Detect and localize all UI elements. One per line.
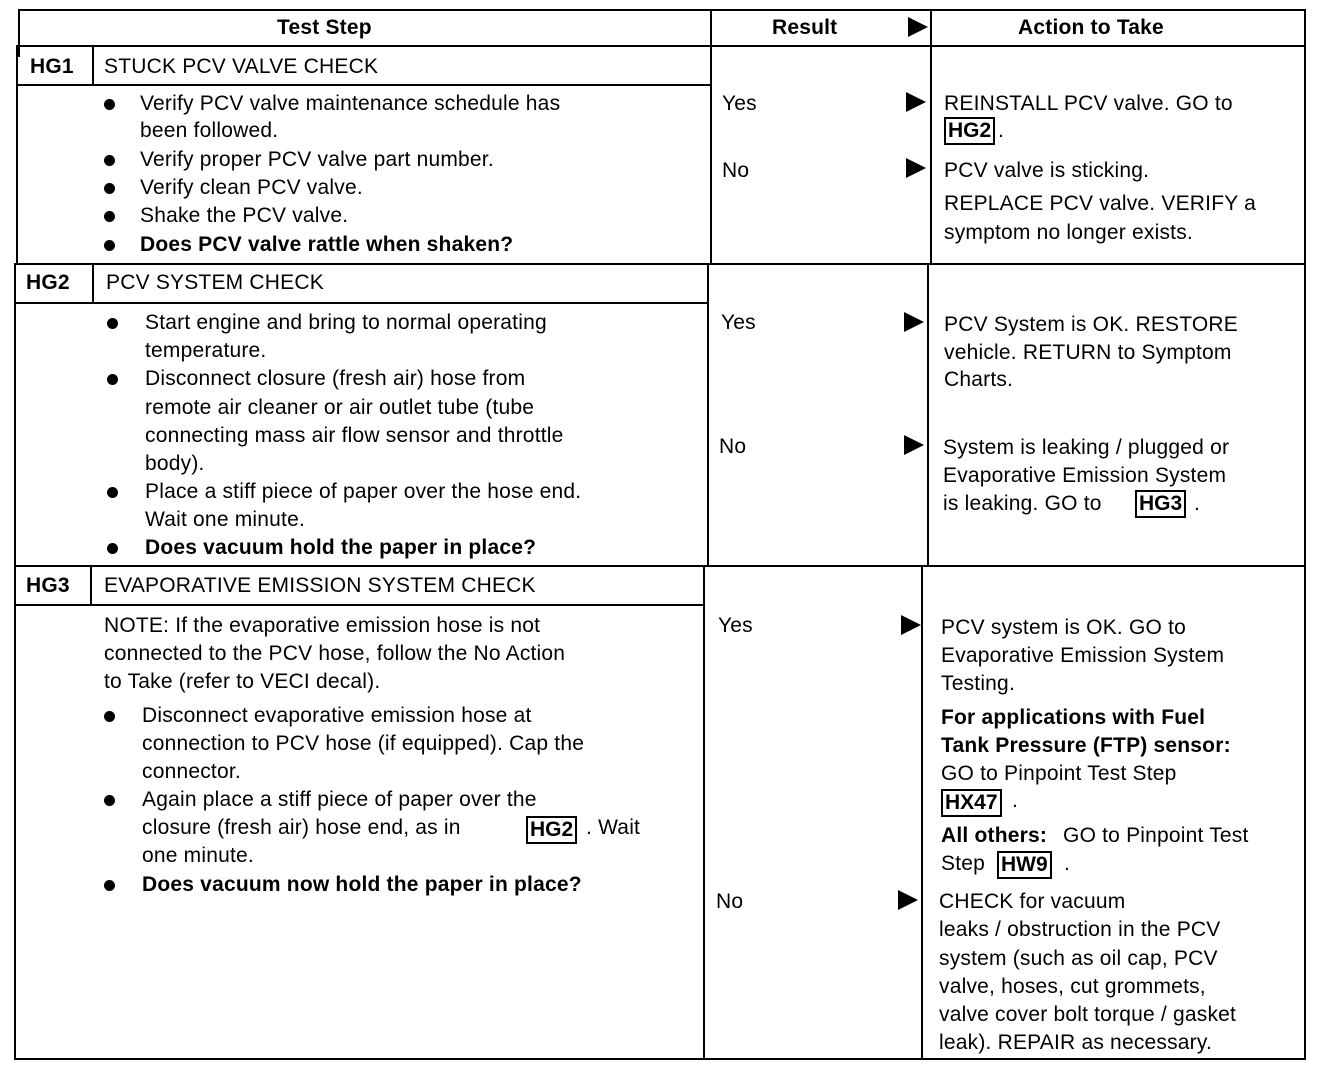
rule [16, 84, 710, 86]
step-line: Verify PCV valve maintenance schedule has [140, 92, 561, 115]
arrow-icon [908, 17, 928, 37]
rule [92, 265, 94, 304]
action-line: PCV valve is sticking. [944, 159, 1150, 182]
rule [707, 265, 709, 567]
action-line: leaks / obstruction in the PCV [939, 918, 1221, 941]
action-line: valve cover bolt torque / gasket [939, 1003, 1237, 1026]
action-line-bold: For applications with Fuel [941, 706, 1206, 729]
rule [14, 1058, 1306, 1060]
rule [92, 47, 94, 86]
action-line: Evaporative Emission System [941, 644, 1225, 667]
step-line: Disconnect evaporative emission hose at [142, 704, 532, 727]
action-line: CHECK for vacuum [939, 890, 1126, 913]
bullet-icon [107, 487, 118, 498]
period-text: . [1012, 789, 1019, 812]
step-question: Does vacuum now hold the paper in place? [142, 873, 582, 896]
note-line: NOTE: If the evaporative emission hose is not [104, 614, 541, 637]
step-ref-box[interactable]: HX47 [941, 789, 1002, 817]
result-no: No [716, 890, 744, 913]
step-line: Shake the PCV valve. [140, 204, 349, 227]
action-line: vehicle. RETURN to Symptom [944, 341, 1232, 364]
step-question: Does PCV valve rattle when shaken? [140, 233, 514, 256]
rule [92, 302, 707, 304]
step-code: HG3 [26, 574, 70, 597]
bullet-icon [104, 211, 115, 222]
header-test-step: Test Step [277, 16, 372, 39]
rule [927, 265, 929, 567]
bullet-icon [107, 374, 118, 385]
action-line: PCV System is OK. RESTORE [944, 313, 1239, 336]
header-result: Result [772, 16, 838, 39]
action-line: System is leaking / plugged or [943, 436, 1230, 459]
action-line: valve, hoses, cut grommets, [939, 975, 1206, 998]
step-line: been followed. [140, 119, 279, 142]
step-line: one minute. [142, 844, 254, 867]
step-ref-box[interactable]: HG2 [944, 117, 995, 145]
rule [14, 302, 92, 304]
action-line: is leaking. GO to [943, 492, 1102, 515]
note-line: connected to the PCV hose, follow the No Action [104, 642, 566, 665]
step-line: Place a stiff piece of paper over the hose end. [145, 480, 582, 503]
arrow-icon [904, 312, 924, 332]
step-line: Verify proper PCV valve part number. [140, 148, 494, 171]
step-ref-box[interactable]: HG2 [526, 816, 577, 844]
arrow-icon [906, 92, 926, 112]
arrow-icon [898, 890, 918, 910]
action-line: PCV system is OK. GO to [941, 616, 1186, 639]
result-no: No [719, 435, 747, 458]
rule [18, 45, 1306, 47]
rule [14, 265, 16, 1060]
action-line: Evaporative Emission System [943, 464, 1227, 487]
rule [90, 567, 92, 606]
step-line: remote air cleaner or air outlet tube (tube [145, 396, 535, 419]
step-line: temperature. [145, 339, 267, 362]
arrow-icon [904, 435, 924, 455]
rule [16, 45, 18, 265]
step-line: Again place a stiff piece of paper over the [142, 788, 537, 811]
step-line: . Wait [586, 816, 641, 839]
action-line: leak). REPAIR as necessary. [939, 1031, 1213, 1054]
rule [710, 9, 712, 265]
note-line: to Take (refer to VECI decal). [104, 670, 381, 693]
rule [930, 9, 932, 265]
step-ref-box[interactable]: HG3 [1135, 490, 1186, 518]
rule [1304, 9, 1306, 1060]
action-line: Step [941, 852, 985, 875]
step-line: connection to PCV hose (if equipped). Cap the [142, 732, 585, 755]
result-yes: Yes [722, 92, 757, 115]
step-title: STUCK PCV VALVE CHECK [104, 55, 379, 78]
step-code: HG1 [30, 55, 74, 78]
bullet-icon [104, 795, 115, 806]
action-line: REINSTALL PCV valve. GO to [944, 92, 1233, 115]
step-ref-box[interactable]: HW9 [997, 851, 1052, 879]
action-line: symptom no longer exists. [944, 221, 1193, 244]
bullet-icon [104, 880, 115, 891]
bullet-icon [104, 240, 115, 251]
header-action: Action to Take [1018, 16, 1164, 39]
result-yes: Yes [718, 614, 753, 637]
period-text: . [998, 119, 1005, 142]
period-text: . [1064, 852, 1071, 875]
step-question: Does vacuum hold the paper in place? [145, 536, 537, 559]
bullet-icon [107, 543, 118, 554]
bullet-icon [104, 183, 115, 194]
action-line: Testing. [941, 672, 1015, 695]
action-line-bold: Tank Pressure (FTP) sensor: [941, 734, 1231, 757]
rule [18, 9, 1306, 11]
action-line: system (such as oil cap, PCV [939, 947, 1218, 970]
action-line-bold: All others: [941, 824, 1048, 847]
rule [18, 9, 20, 57]
bullet-icon [107, 318, 118, 329]
rule [703, 567, 705, 1060]
rule [14, 604, 90, 606]
step-line: Disconnect closure (fresh air) hose from [145, 367, 526, 390]
step-line: connector. [142, 760, 241, 783]
rule [14, 565, 1306, 567]
result-yes: Yes [721, 311, 756, 334]
bullet-icon [104, 711, 115, 722]
step-title: EVAPORATIVE EMISSION SYSTEM CHECK [104, 574, 536, 597]
step-line: closure (fresh air) hose end, as in [142, 816, 461, 839]
action-line: Charts. [944, 368, 1014, 391]
arrow-icon [901, 615, 921, 635]
period-text: . [1194, 492, 1201, 515]
step-line: Verify clean PCV valve. [140, 176, 363, 199]
step-code: HG2 [26, 271, 70, 294]
step-line: Start engine and bring to normal operating [145, 311, 547, 334]
result-no: No [722, 159, 750, 182]
arrow-icon [906, 158, 926, 178]
step-title: PCV SYSTEM CHECK [106, 271, 324, 294]
step-line: body). [145, 452, 205, 475]
step-line: Wait one minute. [145, 508, 305, 531]
step-line: connecting mass air flow sensor and throttle [145, 424, 564, 447]
action-line: GO to Pinpoint Test [1057, 824, 1249, 847]
bullet-icon [104, 99, 115, 110]
rule [14, 263, 1306, 265]
bullet-icon [104, 155, 115, 166]
action-line: GO to Pinpoint Test Step [941, 762, 1177, 785]
rule [921, 567, 923, 1060]
rule [90, 604, 703, 606]
action-line: REPLACE PCV valve. VERIFY a [944, 192, 1256, 215]
